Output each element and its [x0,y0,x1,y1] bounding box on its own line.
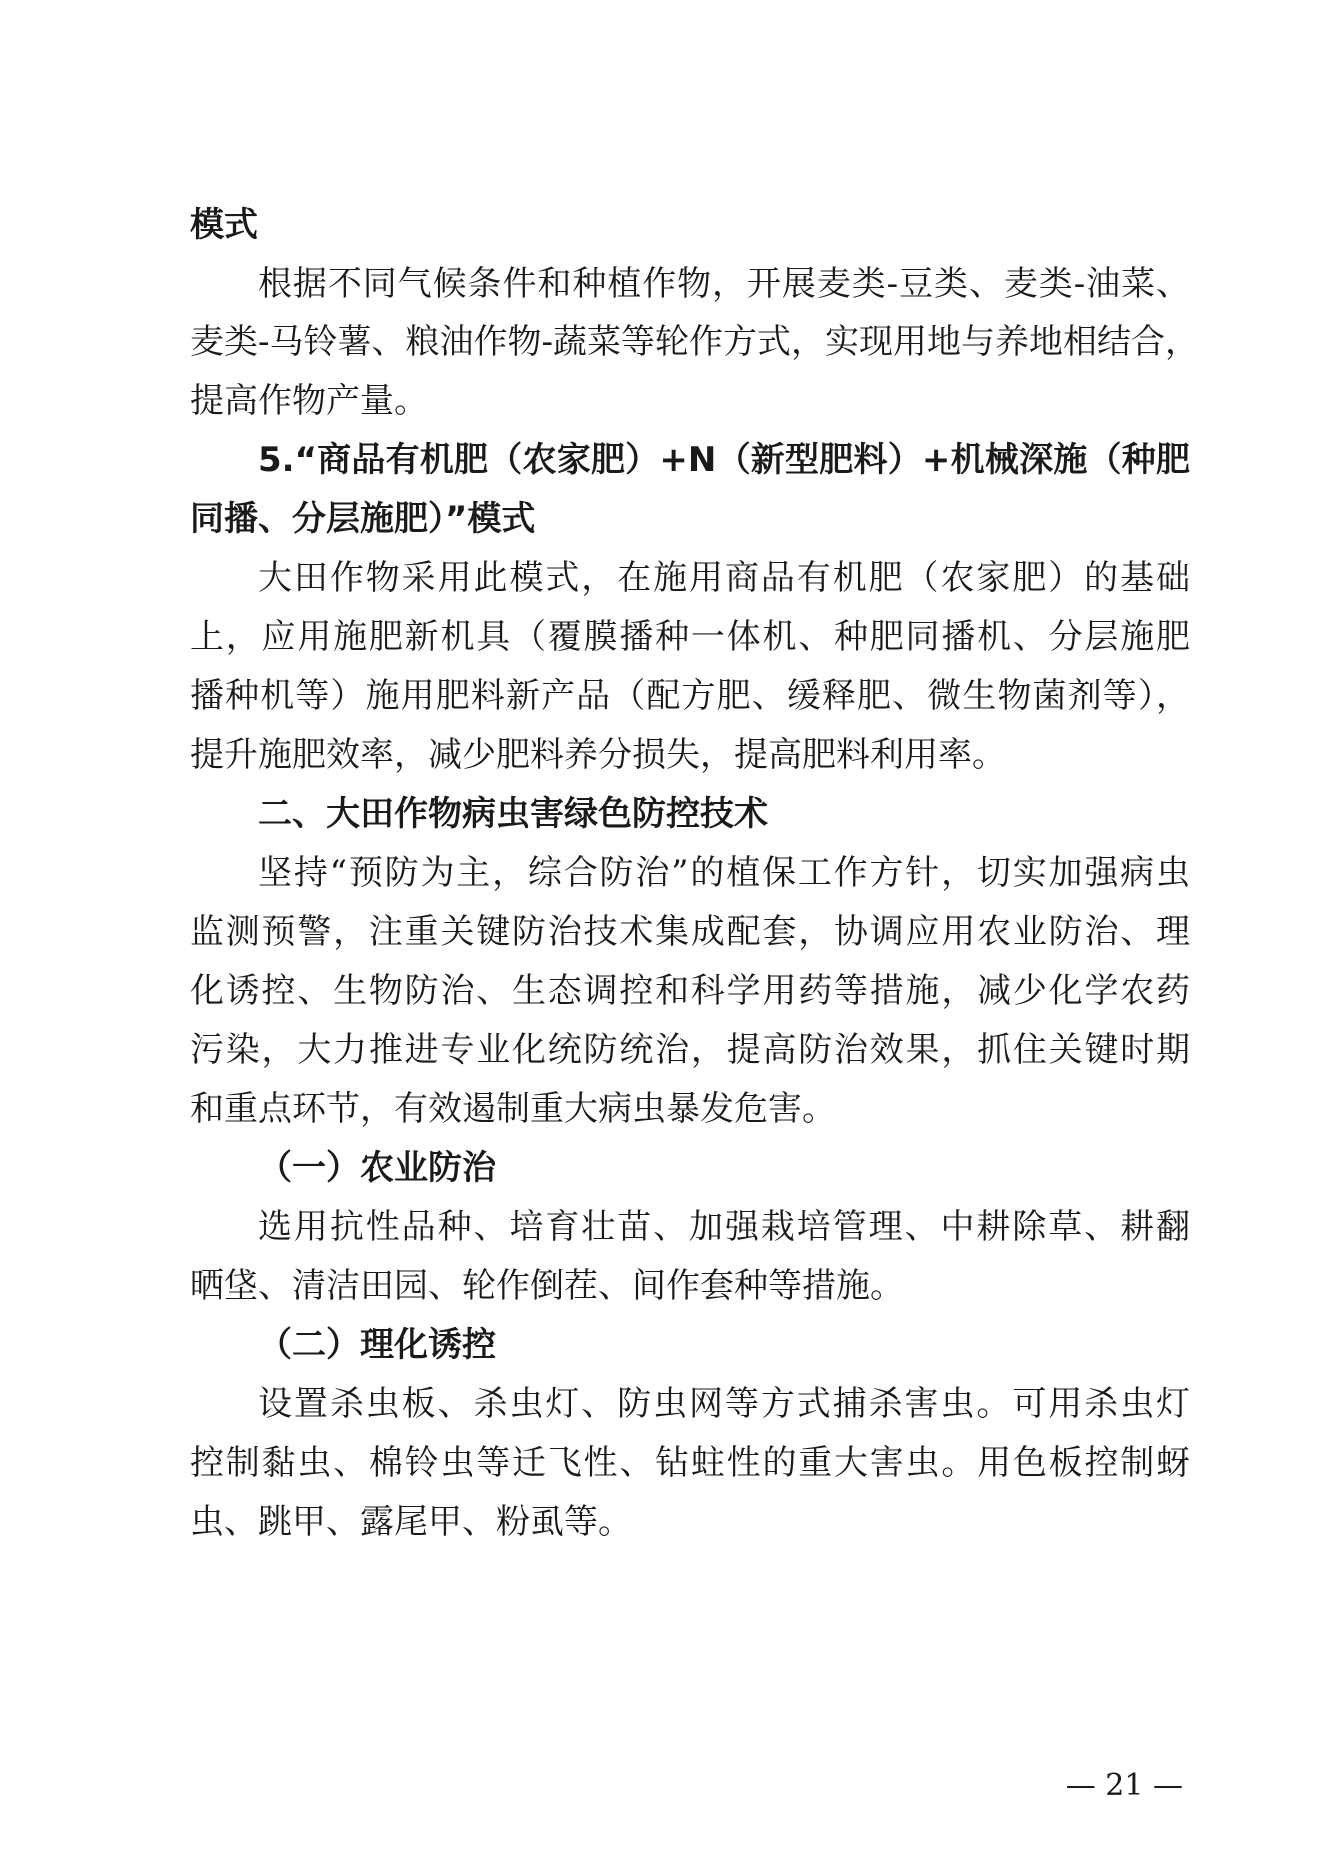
paragraph-line: 控制黏虫、棉铃虫等迁飞性、钻蛀性的重大害虫。用色板控制蚜 [190,1443,1190,1483]
page-number: — 21 — [1065,1768,1183,1803]
paragraph-line: 选用抗性品种、培育壮苗、加强栽培管理、中耕除草、耕翻 [258,1207,1190,1247]
paragraph-line: 播种机等）施用肥料新产品（配方肥、缓释肥、微生物菌剂等）， [190,676,1190,716]
paragraph-line: 提高作物产量。 [190,381,428,421]
subsection-2-title: （二）理化诱控 [258,1325,496,1365]
paragraph-line: 坚持“预防为主，综合防治”的植保工作方针，切实加强病虫 [258,853,1190,893]
paragraph-line: 麦类-马铃薯、粮油作物-蔬菜等轮作方式，实现用地与养地相结合， [190,322,1199,362]
heading-continuation: 模式 [190,205,258,245]
paragraph-line: 提升施肥效率，减少肥料养分损失，提高肥料利用率。 [190,735,1006,775]
paragraph-line: 和重点环节，有效遏制重大病虫暴发危害。 [190,1089,836,1129]
paragraph-line: 大田作物采用此模式，在施用商品有机肥（农家肥）的基础 [258,558,1190,598]
paragraph-line: 晒垡、清洁田园、轮作倒茬、间作套种等措施。 [190,1266,904,1306]
paragraph-line: 虫、跳甲、露尾甲、粉虱等。 [190,1502,632,1542]
paragraph-line: 根据不同气候条件和种植作物，开展麦类-豆类、麦类-油菜、 [258,264,1190,304]
paragraph-line: 污染，大力推进专业化统防统治，提高防治效果，抓住关键时期 [190,1030,1190,1070]
section-heading-5: 同播、分层施肥）”模式 [190,499,536,539]
subsection-1-title: （一）农业防治 [258,1148,496,1188]
paragraph-line: 上，应用施肥新机具（覆膜播种一体机、种肥同播机、分层施肥 [190,617,1190,657]
paragraph-line: 化诱控、生物防治、生态调控和科学用药等措施，减少化学农药 [190,971,1190,1011]
section-heading-5: 5.“商品有机肥（农家肥）+N（新型肥料）+机械深施（种肥 [258,440,1190,480]
paragraph-line: 设置杀虫板、杀虫灯、防虫网等方式捕杀害虫。可用杀虫灯 [258,1384,1190,1424]
paragraph-line: 监测预警，注重关键防治技术集成配套，协调应用农业防治、理 [190,912,1190,952]
section-2-title: 二、大田作物病虫害绿色防控技术 [258,794,768,834]
